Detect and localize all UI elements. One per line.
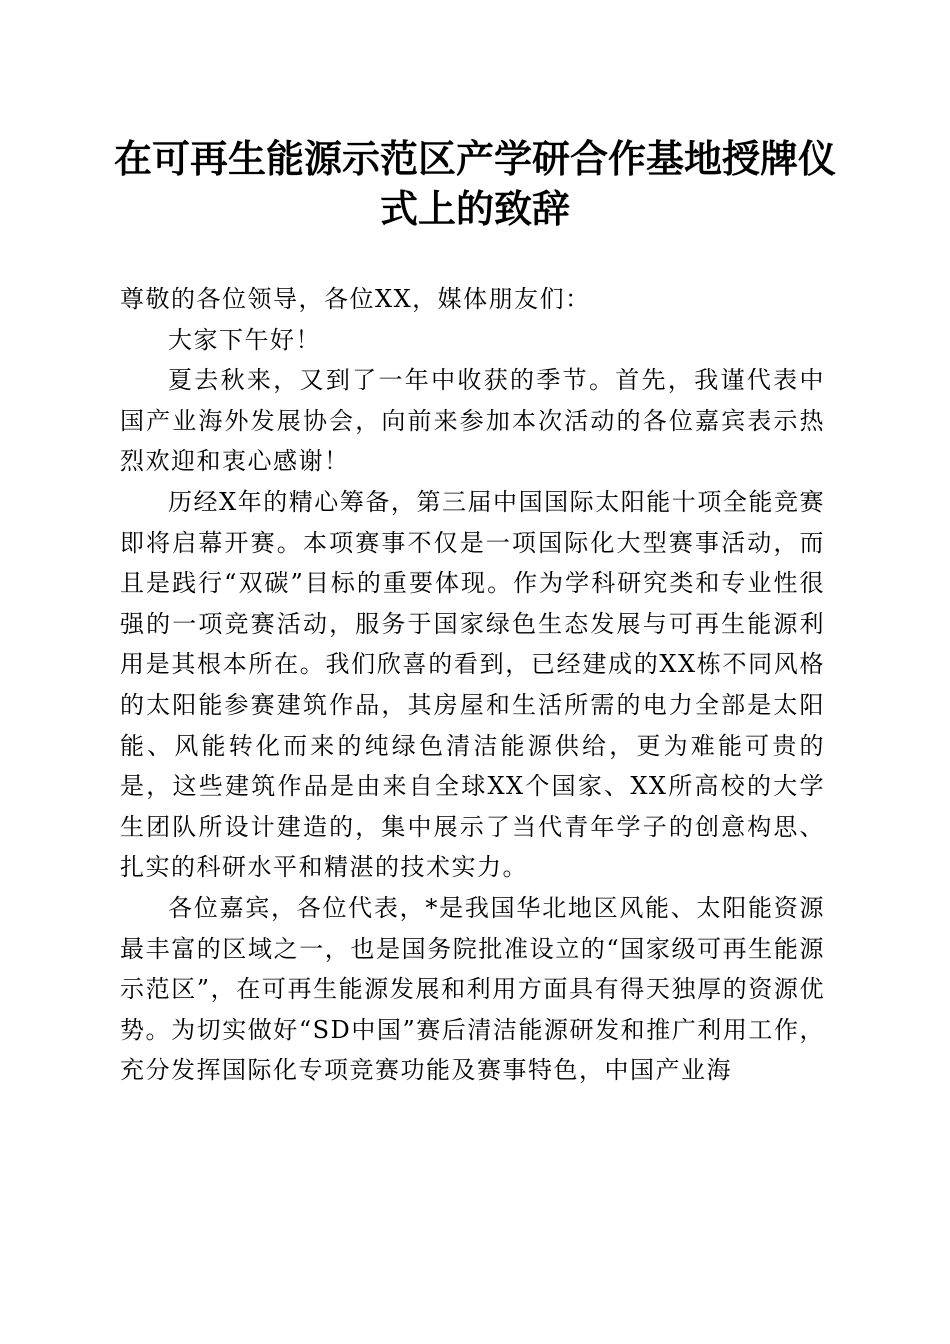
document-title: 在可再生能源示范区产学研合作基地授牌仪式上的致辞 [113, 136, 836, 231]
salutation: 尊敬的各位领导，各位XX，媒体朋友们： [120, 285, 591, 313]
paragraph-greeting: 大家下午好！ [168, 325, 321, 354]
paragraph-welcome: 夏去秋来，又到了一年中收获的季节。首先，我谨代表中国产业海外发展协会，向前来参加本次活动的各位嘉宾表示热烈欢迎和衷心感谢！ [120, 366, 825, 476]
paragraph-competition: 历经X年的精心筹备，第三届中国国际太阳能十项全能竞赛即将启幕开赛。本项赛事不仅是一项国际化大型赛事活动，而且是践行“双碳”目标的重要体现。作为学科研究类和专业性很强的一项竞赛活动，服务于国家绿色生态发展与可再生能源利用是其根本所在。我们欣喜的看到，已经建成的XX栋不同风格的太阳能参赛建筑作品，其房屋和生活所需的电力全部是太阳能、风能转化而来的纯绿色清洁能源供给，更为难能可贵的是，这些建筑作品是由来自全球XX个国家、XX所高校的大学生团队所设计建造的，集中展示了当代青年学子的创意构思、扎实的科研水平和精湛的技术实力。 [120, 487, 825, 882]
document-body [120, 279, 825, 1091]
paragraph-region: 各位嘉宾，各位代表，*是我国华北地区风能、太阳能资源最丰富的区域之一，也是国务院批准设立的“国家级可再生能源示范区”，在可再生能源发展和利用方面具有得天独厚的资源优势。为切实做好“SD中国”赛后清洁能源研发和推广利用工作，充分发挥国际化专项竞赛功能及赛事特色，中国产业海 [120, 893, 825, 1085]
